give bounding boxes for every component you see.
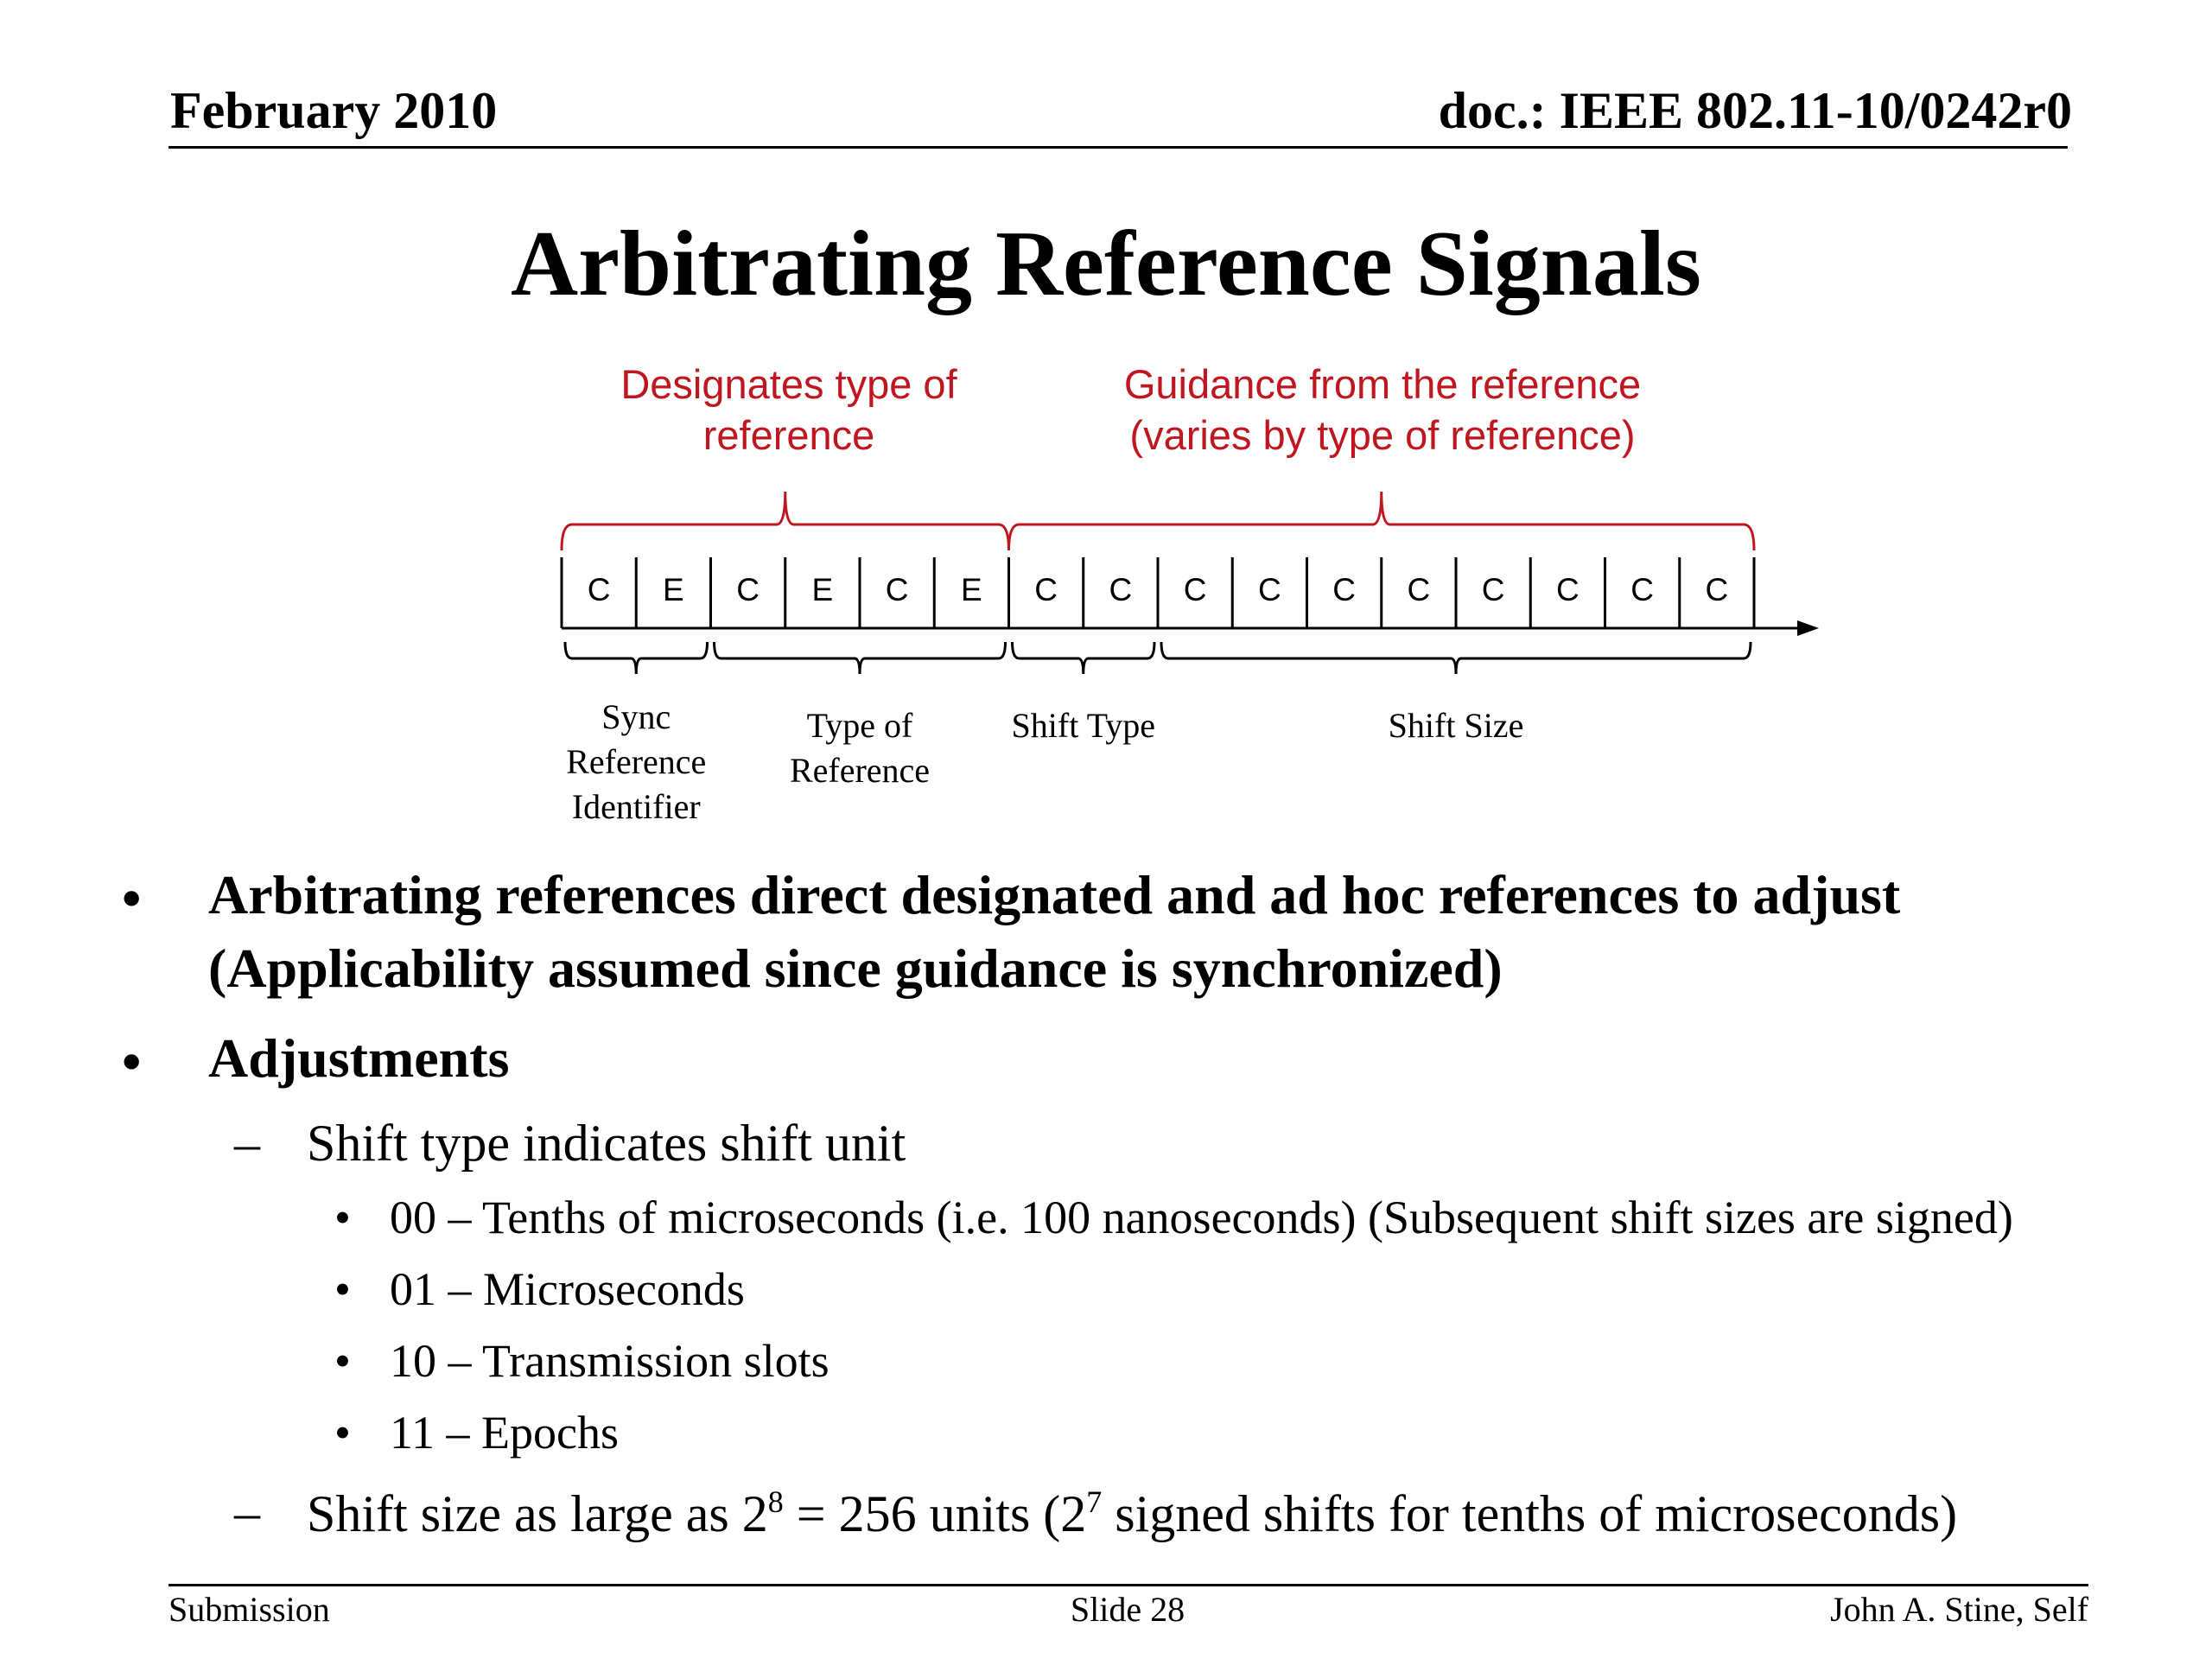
bullet-1-line-2: (Applicability assumed since guidance is synchronized) — [208, 938, 1503, 999]
field-label-0-0: Sync — [601, 697, 671, 736]
bullet-dot: • — [334, 1263, 351, 1315]
field-label-1-1: Reference — [789, 751, 931, 790]
slide-title: Arbitrating Reference Signals — [511, 213, 1701, 315]
cell-bit-6: C — [1034, 572, 1058, 607]
field-label-3-0: Shift Size — [1388, 706, 1524, 745]
bullet-dot: • — [334, 1192, 351, 1243]
bullet-dot: • — [334, 1407, 351, 1459]
annotation-right-line2: (varies by type of reference) — [1129, 412, 1636, 458]
sub-bullet-shift-type: Shift type indicates shift unit — [307, 1115, 906, 1172]
cell-bit-9: C — [1258, 572, 1281, 607]
header-date: February 2010 — [170, 82, 498, 139]
cell-bit-15: C — [1705, 572, 1729, 607]
cell-bit-3: E — [811, 572, 834, 607]
cell-bit-8: C — [1183, 572, 1207, 607]
shift-size-exp-1: 8 — [767, 1484, 784, 1519]
field-label-0-2: Identifier — [571, 787, 701, 826]
item-10: 10 – Transmission slots — [390, 1335, 830, 1387]
cell-bit-4: C — [885, 572, 909, 607]
shift-size-text-1: Shift size as large as 2 — [307, 1485, 768, 1542]
shift-size-text-3: signed shifts for tenths of microseconds) — [1102, 1485, 1958, 1542]
sub-bullet-shift-size — [307, 1486, 1957, 1540]
cell-bit-0: C — [587, 572, 611, 607]
shift-size-exp-2: 7 — [1086, 1484, 1103, 1519]
annotation-left-line2: reference — [702, 412, 875, 458]
header-doc-id: doc.: IEEE 802.11-10/0242r0 — [1438, 82, 2072, 139]
bullet-dot: • — [334, 1335, 351, 1387]
cell-bit-14: C — [1630, 572, 1654, 607]
dash-marker: – — [234, 1115, 260, 1172]
item-00: 00 – Tenths of microseconds (i.e. 100 nanoseconds) (Subsequent shift sizes are signed) — [390, 1192, 2013, 1243]
item-11: 11 – Epochs — [390, 1407, 619, 1459]
bullet-1-line-1: Arbitrating references direct designated and ad hoc references to adjust — [208, 864, 1901, 925]
field-label-1-0: Type of — [806, 706, 913, 745]
footer-author: John A. Stine, Self — [1830, 1590, 2088, 1629]
footer-slide-number: Slide 28 — [1070, 1590, 1185, 1629]
annotation-left-line1: Designates type of — [620, 361, 957, 407]
dash-marker: – — [234, 1484, 260, 1541]
cell-bit-7: C — [1109, 572, 1133, 607]
footer-divider — [168, 1584, 2088, 1586]
shift-size-text-2: = 256 units (2 — [783, 1485, 1087, 1542]
cell-bit-12: C — [1481, 572, 1505, 607]
annotation-right-line1: Guidance from the reference — [1123, 361, 1642, 407]
cell-bit-1: E — [663, 572, 684, 607]
bullet-dot: • — [122, 868, 142, 929]
cell-bit-2: C — [736, 572, 760, 607]
cell-bit-5: E — [961, 572, 982, 607]
cell-bit-10: C — [1332, 572, 1356, 607]
item-01: 01 – Microseconds — [390, 1263, 745, 1315]
bullet-2: Adjustments — [208, 1027, 510, 1089]
cell-bit-13: C — [1556, 572, 1580, 607]
field-label-2-0: Shift Type — [1011, 706, 1155, 745]
cell-bit-11: C — [1407, 572, 1431, 607]
field-label-0-1: Reference — [566, 742, 707, 781]
bullet-dot: • — [122, 1031, 142, 1092]
footer-submission: Submission — [168, 1590, 330, 1629]
